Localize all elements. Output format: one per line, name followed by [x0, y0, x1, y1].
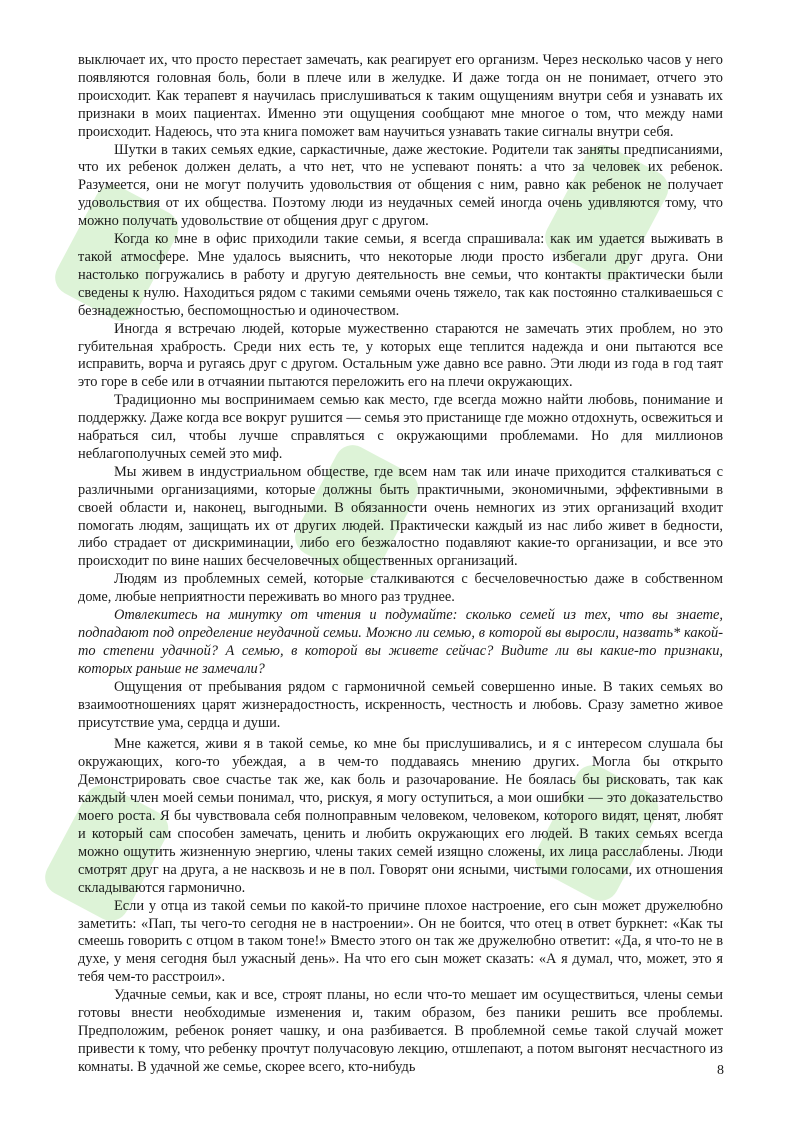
paragraph-11: Если у отца из такой семьи по какой-то причине плохое настроение, его сын может дружелюбно заметить: «Пап, ты чего-то сегодня не в настроении». Он не боится, что отец в ответ буркнет: «Как ты смеешь говорить с отцом в таком тоне!» Вместо этого он так же дружелюбно ответит: «Да, я что-то не в духе, у меня сегодня был ужасный день». На что его сын может сказать: «А я думал, что, может, это я тебя чем-то расстроил».: [78, 897, 723, 986]
paragraph-12: Удачные семьи, как и все, строят планы, но если что-то мешает им осуществиться, члены семьи готовы внести необходимые изменения и, таким образом, без паники решить все проблемы. Предположим, ребенок роняет чашку, и она разбивается. В проблемной семье такой случай может привести к тому, что ребенку прочтут получасовую лекцию, отшлепают, а потом выгонят несчастного из комнаты. В удачной же семье, скорее всего, кто-нибудь: [78, 987, 723, 1075]
paragraph-5: Традиционно мы воспринимаем семью как место, где всегда можно найти любовь, понимание и поддержку. Даже когда все вокруг рушится — семья это пристанище где можно отдохнуть, освежиться и набраться сил, чтобы лучше справляться с окружающими проблемами. Но для миллионов неблагополучных семей это миф.: [78, 392, 723, 462]
page-number: 8: [717, 1063, 724, 1078]
paragraph-8-italic-prompt: Отвлекитесь на минутку от чтения и подумайте: сколько семей из тех, что вы знаете, подпадают под определение неудачной семьи. Можно ли семью, в которой вы выросли, назвать* какой-то степени удачной? А семью, в которой вы живете сейчас? Видите ли вы какие-то признаки, которых раньше не замечали?: [78, 607, 723, 677]
paragraph-10: Мне кажется, живи я в такой семье, ко мне бы прислушивались, и я с интересом слушала бы окружающих, кого-то убеждая, а в чем-то поддаваясь мнению других. Могла бы открыто Демонстрировать свое счастье так же, как боль и разочарование. Не боялась бы рисковать, так как каждый член моей семьи понимал, что, рискуя, я могу оступиться, а мои ошибки — это доказательство моего роста. Я бы чувствовала себя полноправным человеком, человеком, которого видят, ценят, любят и который сам способен замечать, ценить и любить окружающих его людей. В таких семьях всегда можно ощутить жизненную энергию, члены таких семей изящно сложены, их лица расслаблены. Люди смотрят друг на друга, а не насквозь и не в пол. Говорят они ясными, чистыми голосами, их отношения складываются гармонично.: [78, 736, 723, 896]
paragraph-4: Иногда я встречаю людей, которые мужественно стараются не замечать этих проблем, но это губительная храбрость. Среди них есть те, у которых еще теплится надежда и они пытаются все исправить, ворча и ругаясь друг с другом. Остальным уже давно все равно. Эти люди из года в год таят это горе в себе или в отчаянии пытаются переложить его на плечи окружающих.: [78, 320, 723, 391]
body-text: [78, 52, 723, 1077]
paragraph-7: Людям из проблемных семей, которые сталкиваются с бесчеловечностью даже в собственном доме, любые неприятности переживать во много раз труднее.: [78, 571, 723, 606]
paragraph-1: выключает их, что просто перестает замечать, как реагирует его организм. Через несколько часов у него появляются головная боль, боли в плече или в желудке. И даже тогда он не понимает, отчего это происходит. Как терапевт я научилась прислушиваться к таким ощущениям внутри себя и узнавать их признаки в моих пациентах. Именно эти ощущения сообщают мне многое о том, что между нами происходит. Надеюсь, что эта книга поможет вам научиться узнавать такие сигналы внутри себя.: [78, 52, 723, 140]
paragraph-9: Ощущения от пребывания рядом с гармоничной семьей совершенно иные. В таких семьях во взаимоотношениях царят жизнерадостность, искренность, честность и любовь. Сразу заметно живое присутствие ума, сердца и души.: [78, 678, 723, 731]
paragraph-3: Когда ко мне в офис приходили такие семьи, я всегда спрашивала: как им удается выживать в такой атмосфере. Мне удалось выяснить, что некоторые люди просто избегали друг друга. Они настолько погружались в работу и другую деятельность вне семьи, что контакты практически были сведены к нулю. Находиться рядом с такими семьями очень тяжело, так как постоянно сталкиваешься с безнадежностью, беспомощностью и одиночеством.: [78, 231, 723, 319]
paragraph-6: Мы живем в индустриальном обществе, где всем нам так или иначе приходится сталкиваться с различными организациями, которые должны быть практичными, экономичными, эффективными в своей области и, наконец, выгодными. В обязанности очень немногих из этих организаций входит помогать людям, защищать их от других людей. Практически каждый из нас либо живет в бедности, либо страдает от дискриминации, либо его безжалостно подавляют какие-то организации, и все это происходит по вине наших бесчеловечных общественных организаций.: [78, 463, 723, 570]
paragraph-2: Шутки в таких семьях едкие, саркастичные, даже жестокие. Родители так заняты предписаниями, что их ребенок должен делать, а что нет, что не успевают понять: а что за человек их ребенок. Разумеется, они не могут получить удовольствия от общения с ним, равно как ребенок не получает удовольствия от их общества. Поэтому люди из неудачных семей иногда очень удивляются тому, что можно получать удовольствие от общения друг с другом.: [78, 141, 723, 230]
